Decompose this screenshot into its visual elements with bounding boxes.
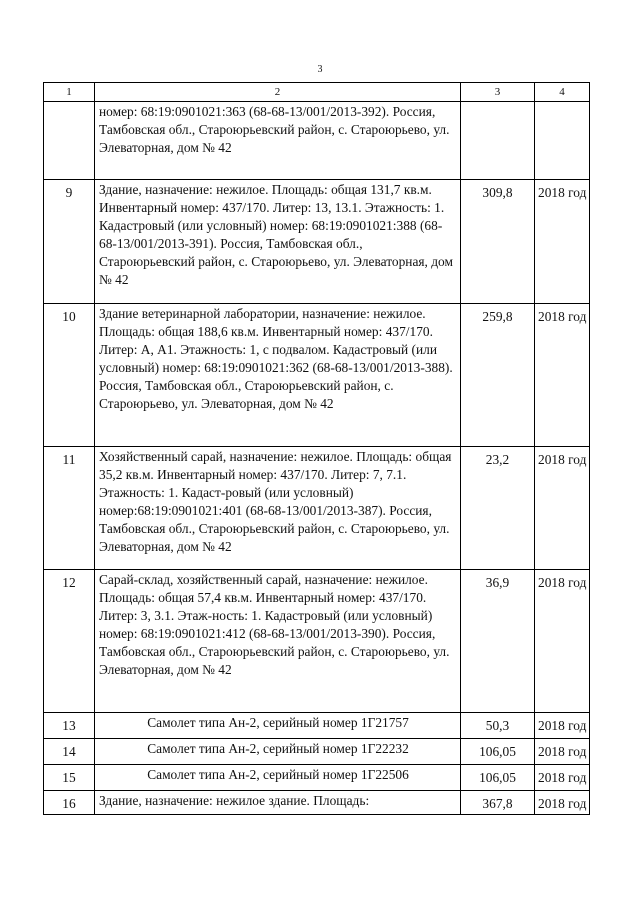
table-row: [44, 304, 590, 447]
row-year: 2018 год: [535, 570, 590, 713]
table-row: [44, 447, 590, 570]
row-value: 106,05: [461, 739, 535, 765]
row-year: 2018 год: [535, 739, 590, 765]
row-number: 15: [44, 765, 95, 791]
row-year: [535, 102, 590, 180]
table-row: [44, 765, 590, 791]
page-number: 3: [317, 64, 323, 75]
column-header: 4: [535, 83, 590, 102]
row-value: 259,8: [461, 304, 535, 447]
row-year: 2018 год: [535, 304, 590, 447]
row-description: Здание, назначение: нежилое. Площадь: общая 131,7 кв.м. Инвентарный номер: 437/170. Литер: 13, 13.1. Этажность: 1. Кадастровый (или условный) номер: 68:19:0901021:388 (68-68-13/001/2013-391). Россия, Тамбовская обл., Староюрьевский район, с. Староюрьево, ул. Элеваторная, дом № 42: [95, 180, 461, 304]
column-header: 3: [461, 83, 535, 102]
table-row: [44, 739, 590, 765]
row-value: 106,05: [461, 765, 535, 791]
row-year: 2018 год: [535, 713, 590, 739]
row-description: Самолет типа Ан-2, серийный номер 1Г21757: [95, 713, 461, 739]
row-year: 2018 год: [535, 765, 590, 791]
row-description: Хозяйственный сарай, назначение: нежилое. Площадь: общая 35,2 кв.м. Инвентарный номер: 437/170. Литер: 7, 7.1. Этажность: 1. Кадаст-ровый (или условный) номер:68:19:0901021:401 (68-68-13/001/2013-387). Россия, Тамбовская обл., Староюрьевский район, с. Староюрьево, ул. Элеваторная, дом № 42: [95, 447, 461, 570]
row-number: [44, 102, 95, 180]
row-description: Здание ветеринарной лаборатории, назначение: нежилое. Площадь: общая 188,6 кв.м. Инвентарный номер: 437/170. Литер: А, А1. Этажность: 1, с подвалом. Кадастровый (или условный) номер: 68:19:0901021:362 (68-68-13/001/2013-388). Россия, Тамбовская обл., Староюрьевский район, с. Староюрьево, ул. Элеваторная, дом № 42: [95, 304, 461, 447]
row-year: 2018 год: [535, 791, 590, 815]
row-number: 13: [44, 713, 95, 739]
table-row: [44, 791, 590, 815]
table-row: [44, 713, 590, 739]
row-number: 10: [44, 304, 95, 447]
row-description: Самолет типа Ан-2, серийный номер 1Г22506: [95, 765, 461, 791]
row-description: Сарай-склад, хозяйственный сарай, назначение: нежилое. Площадь: общая 57,4 кв.м. Инвентарный номер: 437/170. Литер: 3, 3.1. Этаж-ность: 1. Кадастровый (или условный) номер: 68:19:0901021:412 (68-68-13/001/2013-390). Россия, Тамбовская обл., Староюрьевский район, с. Староюрьево, ул. Элеваторная, дом № 42: [95, 570, 461, 713]
table-header-row: [44, 83, 590, 102]
row-value: 367,8: [461, 791, 535, 815]
table-row: [44, 180, 590, 304]
property-table: [43, 82, 590, 815]
row-value: 309,8: [461, 180, 535, 304]
row-description: Здание, назначение: нежилое здание. Площадь:: [95, 791, 461, 815]
column-header: 1: [44, 83, 95, 102]
row-year: 2018 год: [535, 447, 590, 570]
row-value: 36,9: [461, 570, 535, 713]
row-description: Самолет типа Ан-2, серийный номер 1Г22232: [95, 739, 461, 765]
row-number: 9: [44, 180, 95, 304]
row-value: 23,2: [461, 447, 535, 570]
column-header: 2: [95, 83, 461, 102]
row-number: 16: [44, 791, 95, 815]
row-number: 12: [44, 570, 95, 713]
row-value: 50,3: [461, 713, 535, 739]
row-number: 14: [44, 739, 95, 765]
table-row: [44, 570, 590, 713]
row-year: 2018 год: [535, 180, 590, 304]
row-number: 11: [44, 447, 95, 570]
row-value: [461, 102, 535, 180]
row-description: номер: 68:19:0901021:363 (68-68-13/001/2013-392). Россия, Тамбовская обл., Староюрьевский район, с. Староюрьево, ул. Элеваторная, дом № 42: [95, 102, 461, 180]
table-row: [44, 102, 590, 180]
